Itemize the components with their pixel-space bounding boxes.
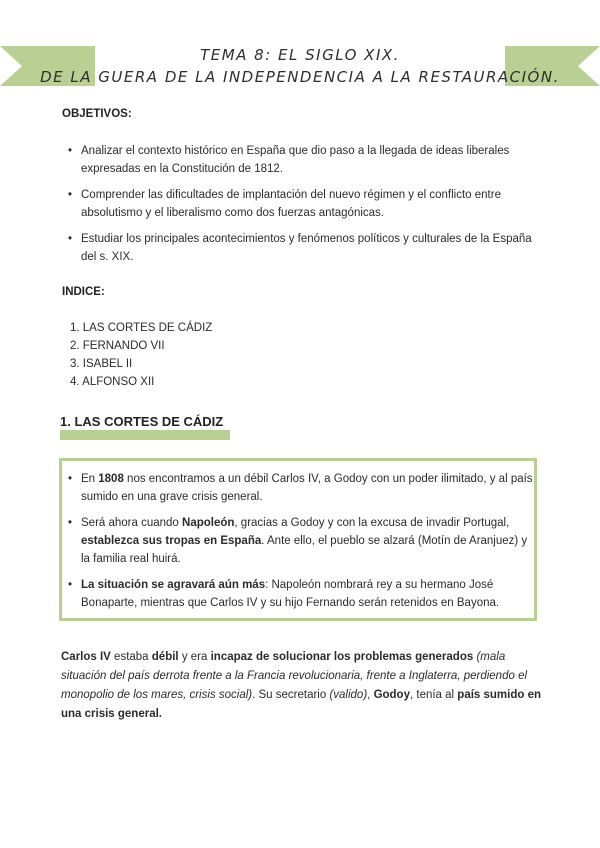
box-item — [68, 514, 536, 568]
objetivo-item — [68, 142, 543, 178]
section-heading: 1. LAS CORTES DE CÁDIZ — [60, 414, 224, 429]
page-title-line1: TEMA 8: EL SIGLO XIX. — [200, 46, 400, 64]
box-item-text: En 1808 nos encontramos a un débil Carlos IV, a Godoy con un poder ilimitado, y al país sumido en una grave crisis general. — [81, 473, 533, 503]
indice-item: 1. LAS CORTES DE CÁDIZ — [70, 322, 213, 334]
bullet-icon: • — [68, 233, 73, 245]
page-title-line2: DE LA GUERA DE LA INDEPENDENCIA A LA RESTAURACIÓN. — [40, 68, 560, 86]
indice-item: 3. ISABEL II — [70, 358, 133, 370]
bullet-icon: • — [68, 189, 73, 201]
objetivo-item — [68, 230, 543, 266]
bullet-icon: • — [68, 517, 73, 529]
box-item — [68, 576, 536, 612]
box-item-text: Será ahora cuando Napoleón, gracias a Godoy y con la excusa de invadir Portugal, establezca sus tropas en España. Ante ello, el pueblo se alzará (Motín de Aranjuez) y la familia real huirá. — [81, 517, 528, 565]
box-item — [68, 470, 536, 506]
box-item-text: La situación se agravará aún más: Napoleón nombrará rey a su hermano José Bonaparte, mientras que Carlos IV y su hijo Fernando serán retenidos en Bayona. — [81, 579, 500, 609]
objetivo-text: Comprender las dificultades de implantación del nuevo régimen y el conflicto entre absolutismo y el liberalismo como dos fuerzas antagónicas. — [81, 189, 501, 219]
indice-item: 2. FERNANDO VII — [70, 340, 165, 352]
indice-heading: INDICE: — [62, 286, 105, 298]
objetivo-text: Estudiar los principales acontecimientos y fenómenos políticos y culturales de la España del s. XIX. — [81, 233, 532, 263]
bullet-icon: • — [68, 145, 73, 157]
objetivo-item — [68, 186, 543, 222]
bullet-icon: • — [68, 579, 73, 591]
indice-item: 4. ALFONSO XII — [70, 376, 155, 388]
section-heading-underline — [60, 430, 230, 440]
objetivos-heading: OBJETIVOS: — [62, 108, 132, 120]
body-paragraph: Carlos IV estaba débil y era incapaz de solucionar los problemas generados (mala situación del país derrota frente a la Francia revolucionaria, frente a Inglaterra, perdiendo el monopolio de los mares, crisis social). Su secretario (valido), Godoy, tenía al país sumido en una crisis general. — [61, 651, 542, 720]
bullet-icon: • — [68, 473, 73, 485]
objetivo-text: Analizar el contexto histórico en España que dio paso a la llegada de ideas liberales expresadas en la Constitución de 1812. — [81, 145, 510, 175]
